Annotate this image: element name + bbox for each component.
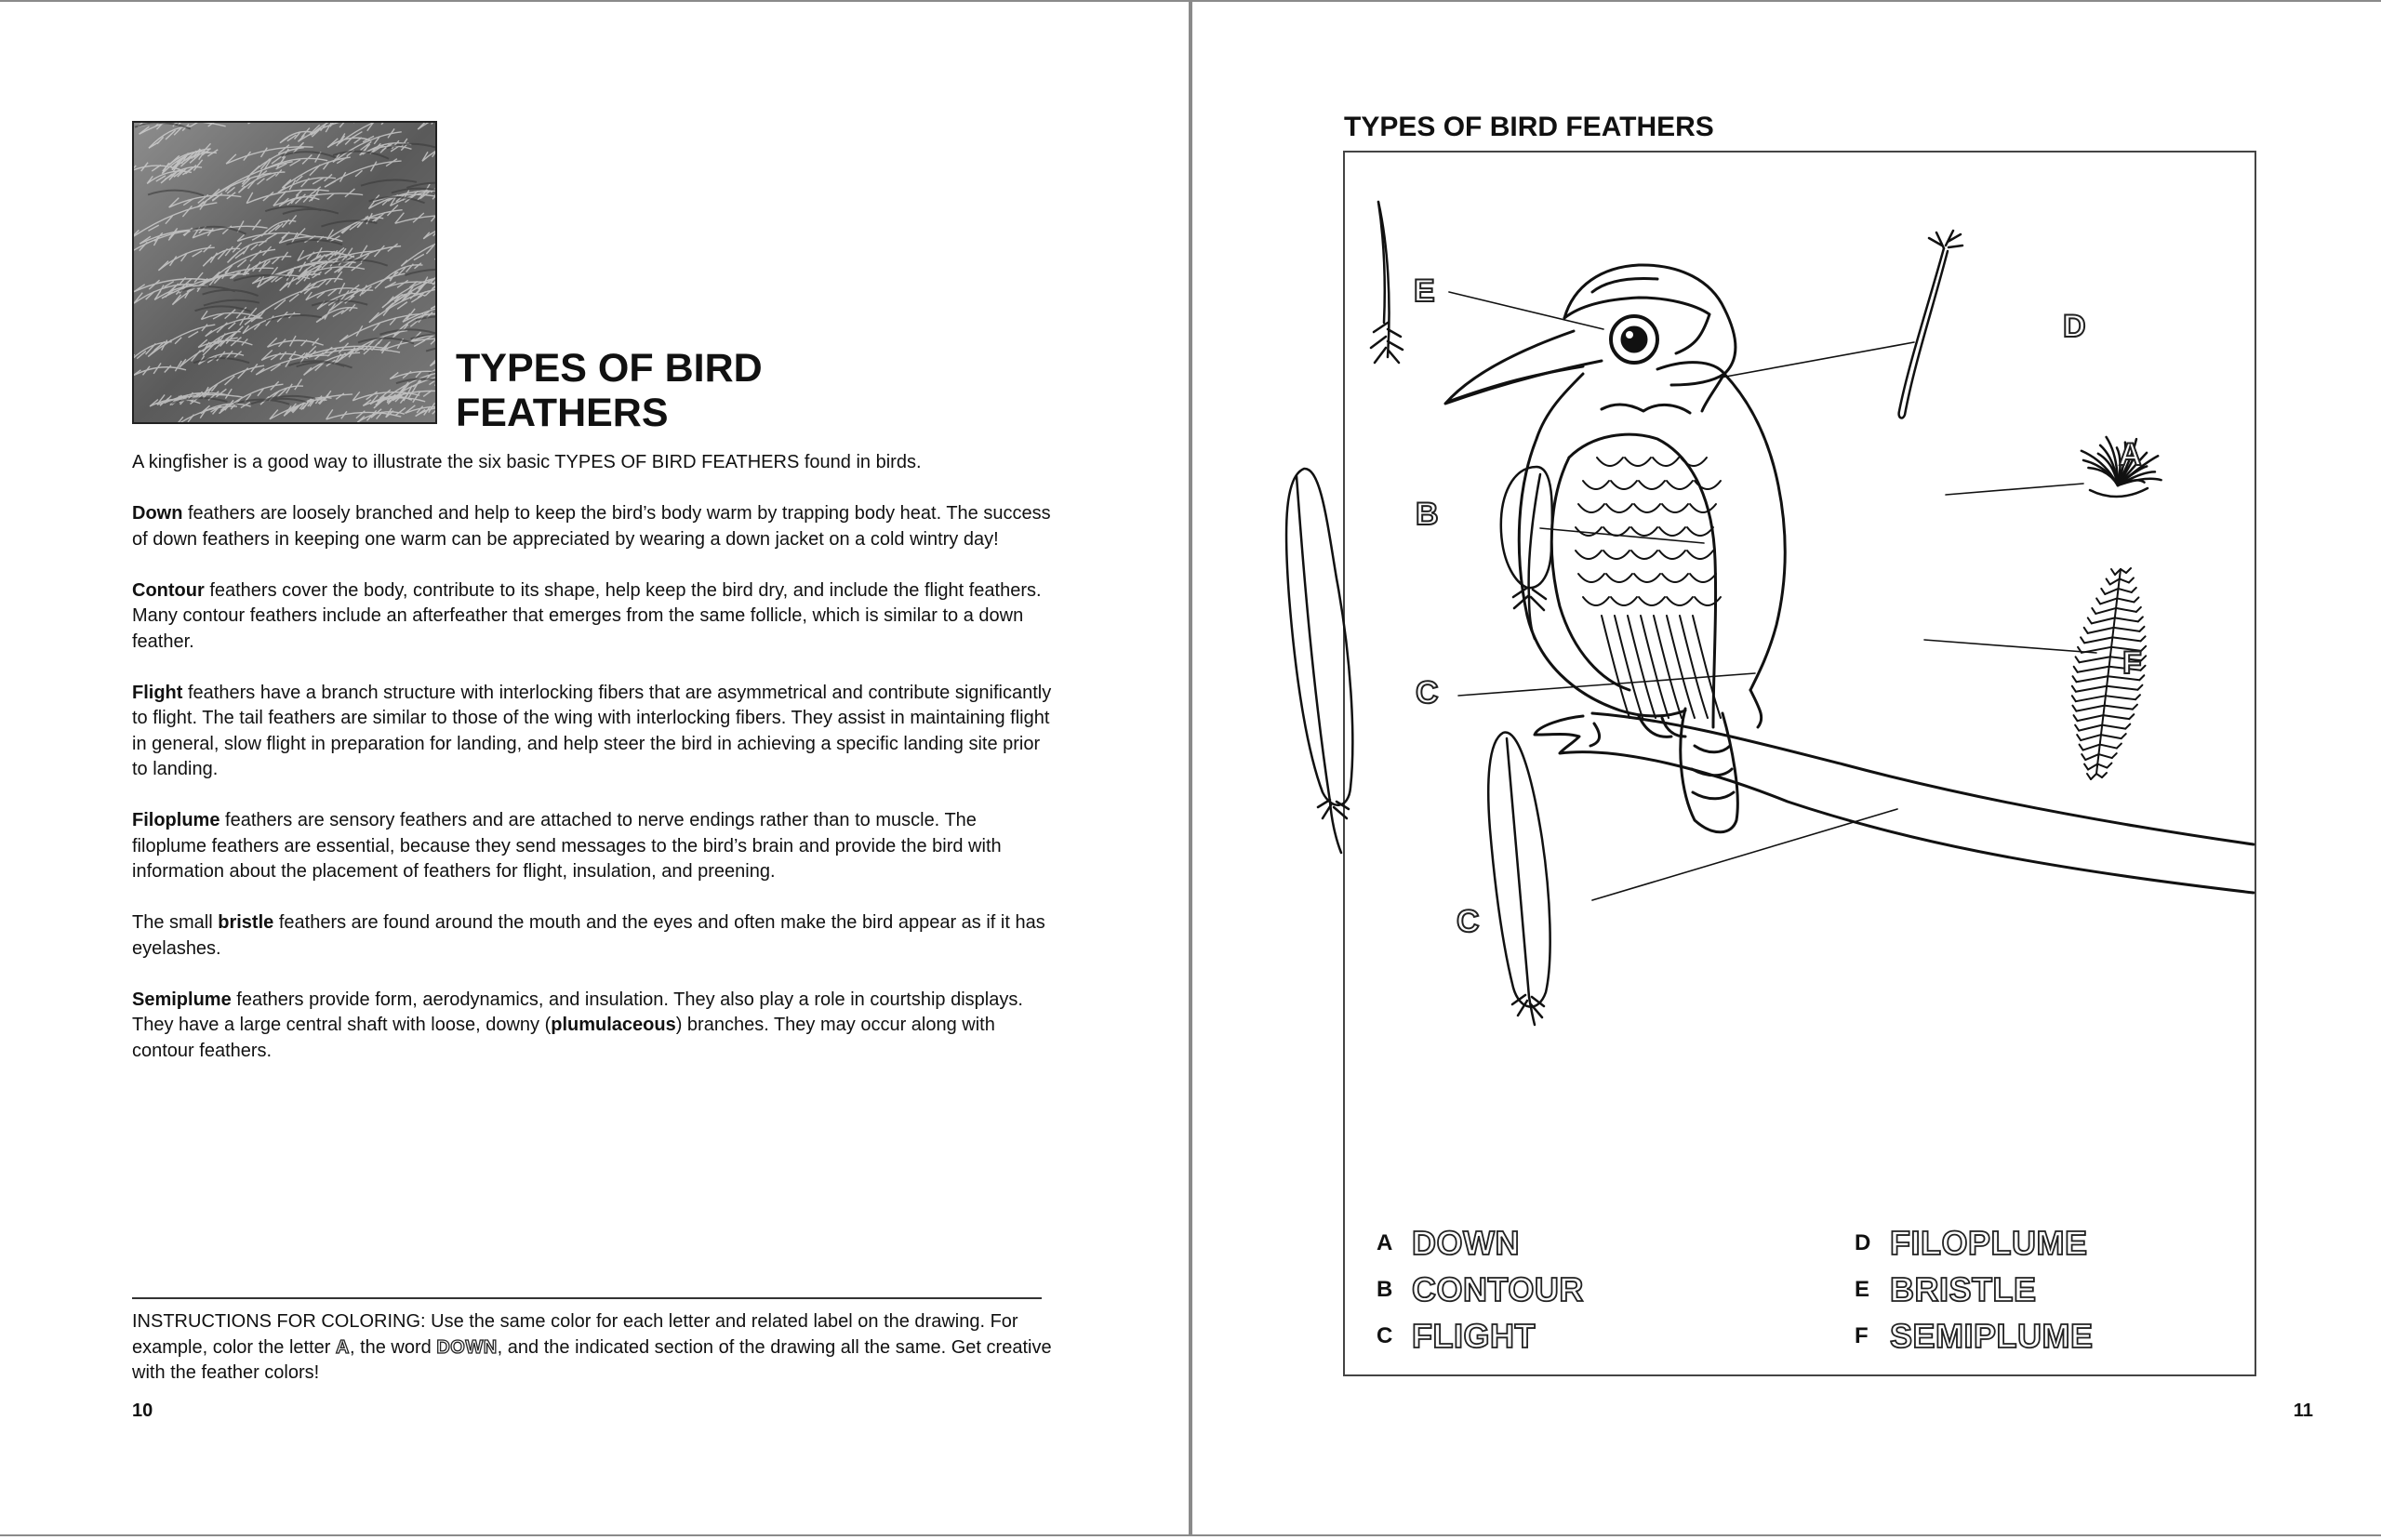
instructions-outlined-word: DOWN: [436, 1336, 498, 1358]
legend-item-c: [1377, 1315, 1536, 1358]
feather-paragraph: [132, 578, 1053, 656]
feather-term: Filoplume: [132, 810, 220, 830]
instructions-outlined-letter: A: [336, 1336, 350, 1358]
feather-term: Contour: [132, 579, 205, 601]
feather-paragraph: [132, 501, 1053, 552]
right-page: [1190, 0, 2381, 1536]
legend-key: D: [1855, 1230, 1871, 1255]
diagram-frame: [1343, 151, 2256, 1376]
page-title: [456, 346, 763, 435]
legend-word: FILOPLUME: [1890, 1224, 2088, 1262]
semiplume-paragraph: [132, 988, 1053, 1065]
legend-key: B: [1377, 1277, 1393, 1302]
left-page: [0, 0, 1190, 1536]
legend-item-e: [1855, 1268, 2037, 1311]
semiplume-text-1: feathers provide form, aerodynamics, and insulation. They also play a role in courtship displays. They have a large central shaft with loose, downy (: [132, 989, 1023, 1035]
diagram-letter-a: A: [2119, 437, 2142, 472]
paragraph-text: feathers are loosely branched and help to keep the bird’s body warm by trapping body heat. The success of down feathers in keeping one warm can be appreciated by wearing a down jacket on a cold wintry day!: [132, 503, 1051, 550]
feather-term: Flight: [132, 682, 183, 703]
legend-item-a: [1377, 1222, 1520, 1265]
legend-key: F: [1855, 1323, 1869, 1348]
feather-photo-image: [134, 123, 435, 422]
divider: [132, 1297, 1042, 1299]
paragraph-text: feathers are sensory feathers and are attached to nerve endings rather than to muscle. The filoplume feathers are essential, because they send messages to the bird’s brain and provide the bird with information about the placement of feathers for flight, insulation, and preening.: [132, 810, 1002, 882]
page-number-left: 10: [132, 1401, 153, 1421]
legend-item-d: [1855, 1222, 2087, 1265]
title-line-2: FEATHERS: [456, 391, 669, 435]
legend-word: BRISTLE: [1890, 1270, 2037, 1308]
legend-word: CONTOUR: [1412, 1270, 1584, 1308]
intro-paragraph: A kingfisher is a good way to illustrate the six basic TYPES OF BIRD FEATHERS found in birds.: [132, 452, 922, 472]
paragraph-prefix: The small: [132, 912, 219, 933]
legend-item-f: [1855, 1315, 2094, 1358]
coloring-instructions: [132, 1309, 1062, 1387]
diagram-letter-d: D: [2063, 309, 2086, 344]
diagram-letter-c-left: C: [1416, 675, 1439, 710]
semiplume-text-2: ) branches. They may occur along with contour feathers.: [132, 1015, 995, 1061]
term-semiplume: Semiplume: [132, 989, 232, 1010]
legend-word: FLIGHT: [1412, 1317, 1536, 1355]
legend-key: C: [1377, 1323, 1393, 1348]
color-key-legend: [1377, 1222, 2232, 1361]
legend-word: SEMIPLUME: [1890, 1317, 2094, 1355]
instructions-part-3: , and the indicated section of the drawing all the same. Get creative with the feather colors!: [132, 1336, 1052, 1383]
body-text: [132, 450, 1053, 1090]
legend-item-b: [1377, 1268, 1584, 1311]
legend-word: DOWN: [1412, 1224, 1520, 1262]
paragraph-text: feathers cover the body, contribute to its shape, help keep the bird dry, and include the flight feathers. Many contour feathers include an afterfeather that emerges from the same follicle, which is similar to a down feather.: [132, 579, 1042, 652]
diagram-letter-c-lower: C: [1457, 904, 1480, 939]
legend-key: E: [1855, 1277, 1870, 1302]
page-number-right: 11: [2293, 1401, 2313, 1421]
legend-key: A: [1377, 1230, 1393, 1255]
term-plumulaceous: plumulaceous: [551, 1015, 676, 1035]
diagram-letter-b: B: [1416, 497, 1439, 532]
feather-paragraph: [132, 808, 1053, 885]
title-line-1: TYPES OF BIRD: [456, 346, 763, 391]
feather-paragraph: [132, 681, 1053, 783]
paragraph-text: feathers have a branch structure with interlocking fibers that are asymmetrical and contribute significantly to flight. The tail feathers are similar to those of the wing with interlocking fibers. They assist in maintaining flight in general, slow flight in preparation for landing, and help steer the bird in achieving a specific landing site prior to landing.: [132, 682, 1052, 779]
feather-paragraphs: [132, 501, 1053, 962]
feather-term: bristle: [218, 912, 274, 933]
diagram-letter-f: F: [2122, 645, 2142, 681]
instructions-part-2: , the word: [349, 1336, 437, 1358]
feather-term: Down: [132, 503, 183, 524]
feather-paragraph: [132, 910, 1053, 962]
instructions-part-1: INSTRUCTIONS FOR COLORING: Use the same color for each letter and related label on the drawing. For example, color the letter: [132, 1311, 1018, 1358]
feather-photo: [132, 121, 437, 424]
paragraph-text: feathers are found around the mouth and the eyes and often make the bird appear as if it has eyelashes.: [132, 912, 1045, 959]
diagram-letter-e: E: [1414, 273, 1435, 309]
diagram-title: TYPES OF BIRD FEATHERS: [1344, 112, 1714, 142]
